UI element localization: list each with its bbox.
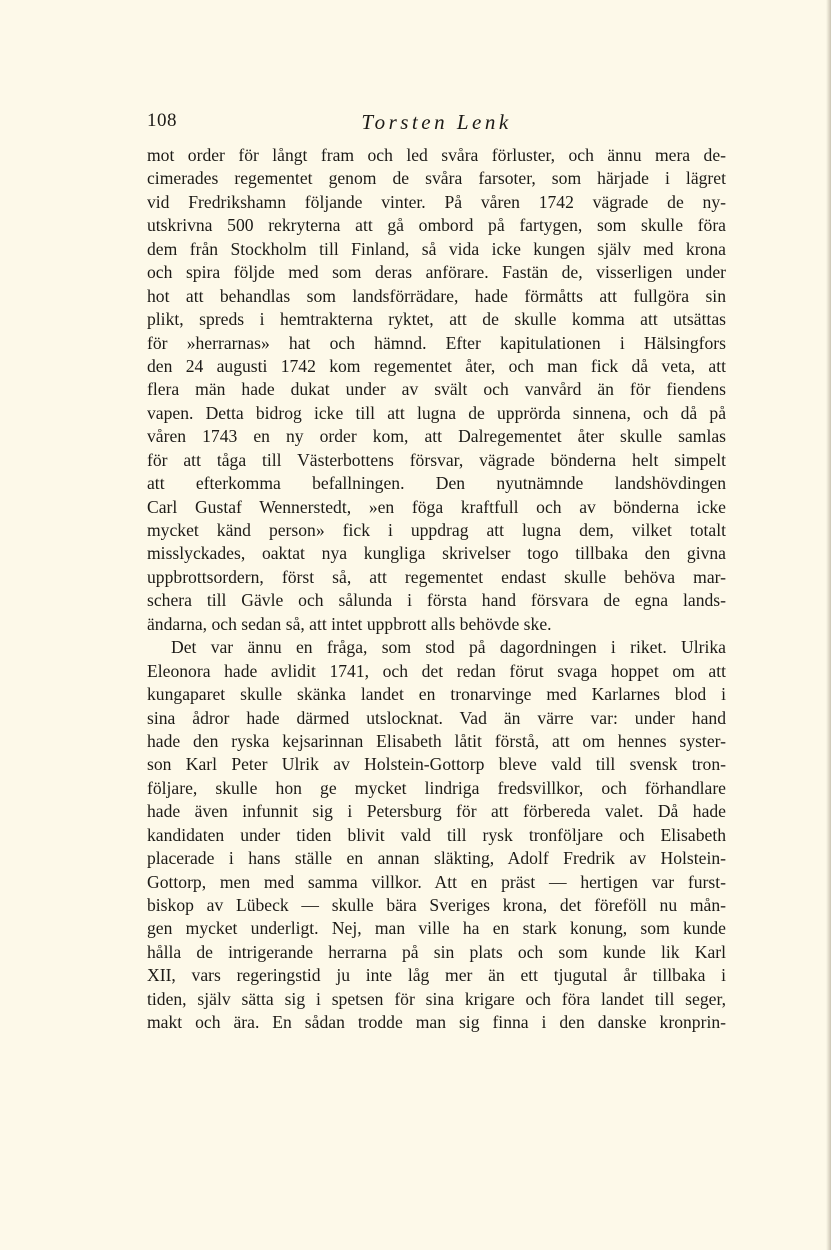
- text-line: kandidaten under tiden blivit vald till rysk tronföljare och Elisabeth: [147, 824, 726, 845]
- text-line: hålla de intrigerande herrarna på sin plats och som kunde lik Karl: [147, 941, 726, 962]
- running-title: Torsten Lenk: [361, 110, 512, 134]
- text-line: biskop av Lübeck — skulle bära Sveriges krona, det föreföll nu mån-: [147, 895, 726, 915]
- text-line: ändarna, och sedan så, att intet uppbrott alls behövde ske.: [147, 613, 552, 634]
- text-line: Carl Gustaf Wennerstedt, »en föga kraftfull och av bönderna icke: [147, 496, 726, 517]
- text-line: gen mycket underligt. Nej, man ville ha en stark konung, som kunde: [147, 918, 726, 939]
- text-line: dem från Stockholm till Finland, så vida icke kungen själv med krona: [147, 238, 726, 259]
- text-line: Det var ännu en fråga, som stod på dagordningen i riket. Ulrika: [171, 637, 726, 658]
- body-text: [147, 144, 726, 1035]
- text-line: utskrivna 500 rekryterna att gå ombord på fartygen, som skulle föra: [147, 215, 726, 236]
- text-line: cimerades regementet genom de svåra farsoter, som härjade i lägret: [147, 168, 726, 189]
- text-line: och spira följde med som deras anförare. Fastän de, visserligen under: [147, 262, 726, 283]
- text-line: vid Fredrikshamn följande vinter. På våren 1742 vägrade de ny-: [147, 191, 726, 212]
- text-line: vapen. Detta bidrog icke till att lugna de upprörda sinnena, och då på: [147, 402, 726, 423]
- text-line: placerade i hans ställe en annan släkting, Adolf Fredrik av Holstein-: [147, 848, 726, 869]
- text-line: makt och ära. En sådan trodde man sig finna i den danske kronprin-: [147, 1012, 726, 1033]
- page-edge-shadow: [826, 0, 831, 1250]
- text-line: hade även infunnit sig i Petersburg för att förbereda valet. Då hade: [147, 801, 726, 822]
- text-line: schera till Gävle och sålunda i första hand försvara de egna lands-: [147, 590, 726, 611]
- text-line: tiden, själv sätta sig i spetsen för sina krigare och föra landet till seger,: [147, 988, 726, 1009]
- text-line: Gottorp, men med samma villkor. Att en präst — hertigen var furst-: [147, 871, 726, 892]
- text-line: hot att behandlas som landsförrädare, hade förmåtts att fullgöra sin: [147, 285, 726, 306]
- text-line: Eleonora hade avlidit 1741, och det redan förut svaga hoppet om att: [147, 660, 726, 681]
- page-header: [147, 110, 726, 136]
- text-line: för »herrarnas» hat och hämnd. Efter kapitulationen i Hälsingfors: [147, 332, 726, 353]
- paragraph-2: [147, 636, 726, 1034]
- page-number: 108: [147, 110, 177, 131]
- text-line: hade den ryska kejsarinnan Elisabeth låtit förstå, att om hennes syster-: [147, 730, 726, 751]
- text-line: misslyckades, oaktat nya kungliga skrivelser togo tillbaka den givna: [147, 543, 726, 564]
- text-line: uppbrottsordern, först så, att regementet endast skulle behöva mar-: [147, 566, 726, 587]
- text-line: att efterkomma befallningen. Den nyutnämnde landshövdingen: [147, 473, 726, 494]
- text-line: sina ådror hade därmed utslocknat. Vad än värre var: under hand: [147, 707, 726, 728]
- text-line: våren 1743 en ny order kom, att Dalregementet åter skulle samlas: [147, 426, 726, 447]
- text-line: mot order för långt fram och led svåra förluster, och ännu mera de-: [147, 145, 726, 165]
- text-line: plikt, spreds i hemtrakterna ryktet, att de skulle komma att utsättas: [147, 309, 726, 330]
- text-line: XII, vars regeringstid ju inte låg mer än ett tjugutal år tillbaka i: [147, 965, 726, 986]
- text-line: den 24 augusti 1742 kom regementet åter, och man fick då veta, att: [147, 355, 726, 376]
- paragraph-1: [147, 144, 726, 636]
- text-line: följare, skulle hon ge mycket lindriga fredsvillkor, och förhandlare: [147, 777, 726, 798]
- text-line: flera män hade dukat under av svält och vanvård än för fiendens: [147, 379, 726, 400]
- text-line: mycket känd person» fick i uppdrag att lugna dem, vilket totalt: [147, 520, 726, 540]
- text-line: kungaparet skulle skänka landet en tronarvinge med Karlarnes blod i: [147, 684, 726, 705]
- text-line: för att tåga till Västerbottens försvar, vägrade bönderna helt simpelt: [147, 449, 726, 470]
- text-line: son Karl Peter Ulrik av Holstein-Gottorp bleve vald till svensk tron-: [147, 754, 726, 775]
